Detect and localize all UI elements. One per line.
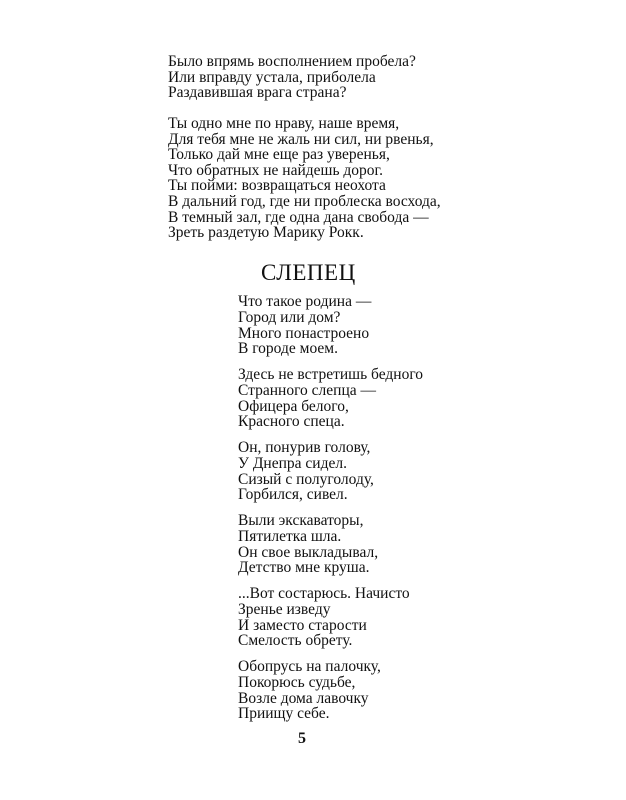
verse-line: Горбился, сивел. bbox=[238, 486, 348, 504]
poem-title: СЛЕПЕЦ bbox=[261, 260, 356, 285]
verse-line: Только дай мне еще раз уверенья, bbox=[168, 146, 390, 164]
poem-stanza-2 bbox=[238, 367, 423, 430]
verse-line: Ты одно мне по нраву, наше время, bbox=[168, 115, 400, 132]
verse-line: Много понастроено bbox=[238, 324, 370, 342]
verse-line: В городе моем. bbox=[238, 340, 338, 358]
verse-line: Ты пойми: возвращаться неохота bbox=[168, 177, 386, 195]
verse-line: Город или дом? bbox=[238, 308, 341, 326]
verse-line: Красного спеца. bbox=[238, 413, 345, 431]
poem-stanza-5 bbox=[238, 586, 410, 649]
verse-line: Или вправду устала, приболела bbox=[168, 68, 376, 86]
verse-line: Зреть раздетую Марику Рокк. bbox=[168, 224, 364, 242]
verse-line: ...Вот состарюсь. Начисто bbox=[238, 585, 410, 602]
verse-line: Покорюсь судьбе, bbox=[238, 673, 356, 691]
verse-line: Зренье изведу bbox=[238, 600, 331, 618]
verse-line: Что обратных не найдешь дорог. bbox=[168, 161, 384, 179]
verse-line: У Днепра сидел. bbox=[238, 454, 347, 472]
verse-line: Сизый с полуголоду, bbox=[238, 470, 374, 488]
poem-stanza-4 bbox=[238, 513, 378, 576]
verse-line: И заместо старости bbox=[238, 616, 367, 634]
verse-line: В дальний год, где ни проблеска восхода, bbox=[168, 192, 441, 210]
poem-stanza-6 bbox=[238, 659, 381, 722]
poem-stanza-1 bbox=[238, 294, 371, 357]
verse-line: Приищу себе. bbox=[238, 705, 330, 723]
verse-line: Выли экскаваторы, bbox=[238, 512, 364, 529]
verse-line: Офицера белого, bbox=[238, 397, 349, 415]
verse-line: Детство мне круша. bbox=[238, 559, 370, 577]
verse-line: В темный зал, где одна дана свобода — bbox=[168, 208, 429, 226]
verse-line: Раздавившая врага страна? bbox=[168, 84, 347, 102]
verse-line: Он свое выкладывал, bbox=[238, 543, 379, 561]
verse-line: Странного слепца — bbox=[238, 381, 377, 399]
verse-line: Обопрусь на палочку, bbox=[238, 658, 381, 675]
verse-line: Возле дома лавочку bbox=[238, 689, 369, 707]
verse-line: Что такое родина — bbox=[238, 293, 372, 310]
page-number: 5 bbox=[298, 730, 306, 747]
verse-line: Было впрямь восполнением пробела? bbox=[168, 53, 416, 70]
verse-line: Для тебя мне не жаль ни сил, ни рвенья, bbox=[168, 130, 434, 148]
verse-line: Смелость обрету. bbox=[238, 632, 353, 650]
verse-line: Пятилетка шла. bbox=[238, 527, 342, 545]
verse-line: Здесь не встретишь бедного bbox=[238, 366, 424, 383]
poem-stanza-3 bbox=[238, 440, 374, 503]
previous-poem-stanza-2 bbox=[168, 116, 441, 241]
verse-line: Он, понурив голову, bbox=[238, 439, 371, 456]
previous-poem-stanza-1 bbox=[168, 54, 416, 101]
